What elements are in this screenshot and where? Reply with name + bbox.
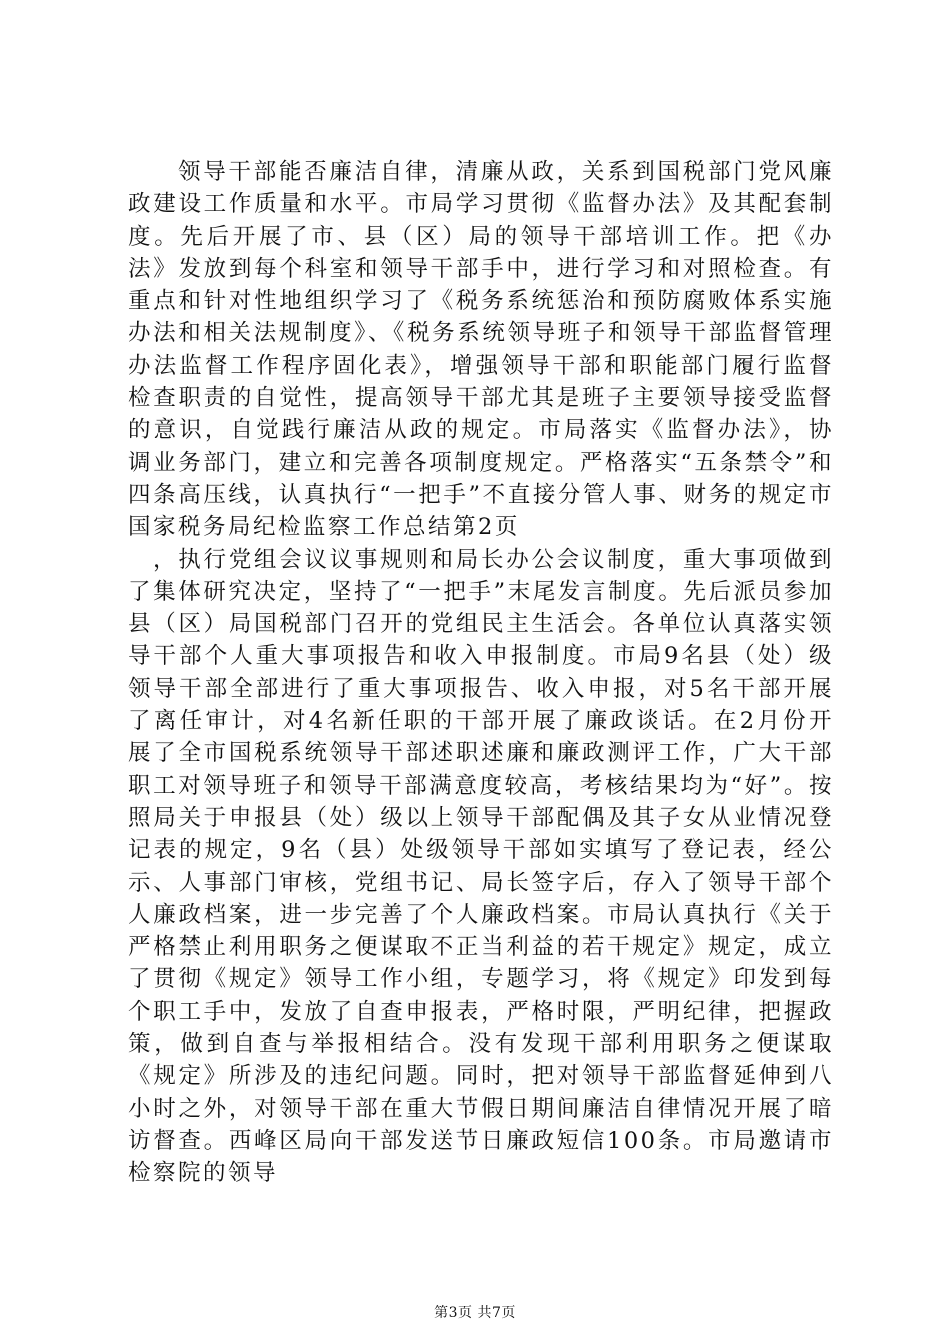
paragraph-2: ，执行党组会议议事规则和局长办公会议制度，重大事项做到了集体研究决定，坚持了“一把手”末尾发言制度。先后派员参加县（区）局国税部门召开的党组民主生活会。各单位认真落实领导干部个人重大事项报告和收入申报制度。市局9名县（处）级领导干部全部进行了重大事项报告、收入申报，对5名干部开展了离任审计，对4名新任职的干部开展了廉政谈话。在2月份开展了全市国税系统领导干部述职述廉和廉政测评工作，广大干部职工对领导班子和领导干部满意度较高，考核结果均为“好”。按照局关于申报县（处）级以上领导干部配偶及其子女从业情况登记表的规定，9名（县）处级领导干部如实填写了登记表，经公示、人事部门审核，党组书记、局长签字后，存入了领导干部个人廉政档案，进一步完善了个人廉政档案。市局认真执行《关于严格禁止利用职务之便谋取不正当利益的若干规定》规定，成立了贯彻《规定》领导工作小组，专题学习，将《规定》印发到每个职工手中，发放了自查申报表，严格时限，严明纪律，把握政策，做到自查与举报相结合。没有发现干部利用职务之便谋取《规定》所涉及的违纪问题。同时，把对领导干部监督延伸到八小时之外，对领导干部在重大节假日期间廉洁自律情况开展了暗访督查。西峰区局向干部发送节日廉政短信100条。市局邀请市检察院的领导 (128, 546, 834, 1187)
page-footer: 第3页 共7页 (434, 1305, 516, 1321)
paragraph-1: 领导干部能否廉洁自律，清廉从政，关系到国税部门党风廉政建设工作质量和水平。市局学习贯彻《监督办法》及其配套制度。先后开展了市、县（区）局的领导干部培训工作。把《办法》发放到每个科室和领导干部手中，进行学习和对照检查。有重点和针对性地组织学习了《税务系统惩治和预防腐败体系实施办法和相关法规制度》、《税务系统领导班子和领导干部监督管理办法监督工作程序固化表》，增强领导干部和职能部门履行监督检查职责的自觉性，提高领导干部尤其是班子主要领导接受监督的意识，自觉践行廉洁从政的规定。市局落实《监督办法》，协调业务部门，建立和完善各项制度规定。严格落实“五条禁令”和四条高压线，认真执行“一把手”不直接分管人事、财务的规定市国家税务局纪检监察工作总结第2页 (128, 159, 834, 541)
document-body (128, 156, 834, 1190)
